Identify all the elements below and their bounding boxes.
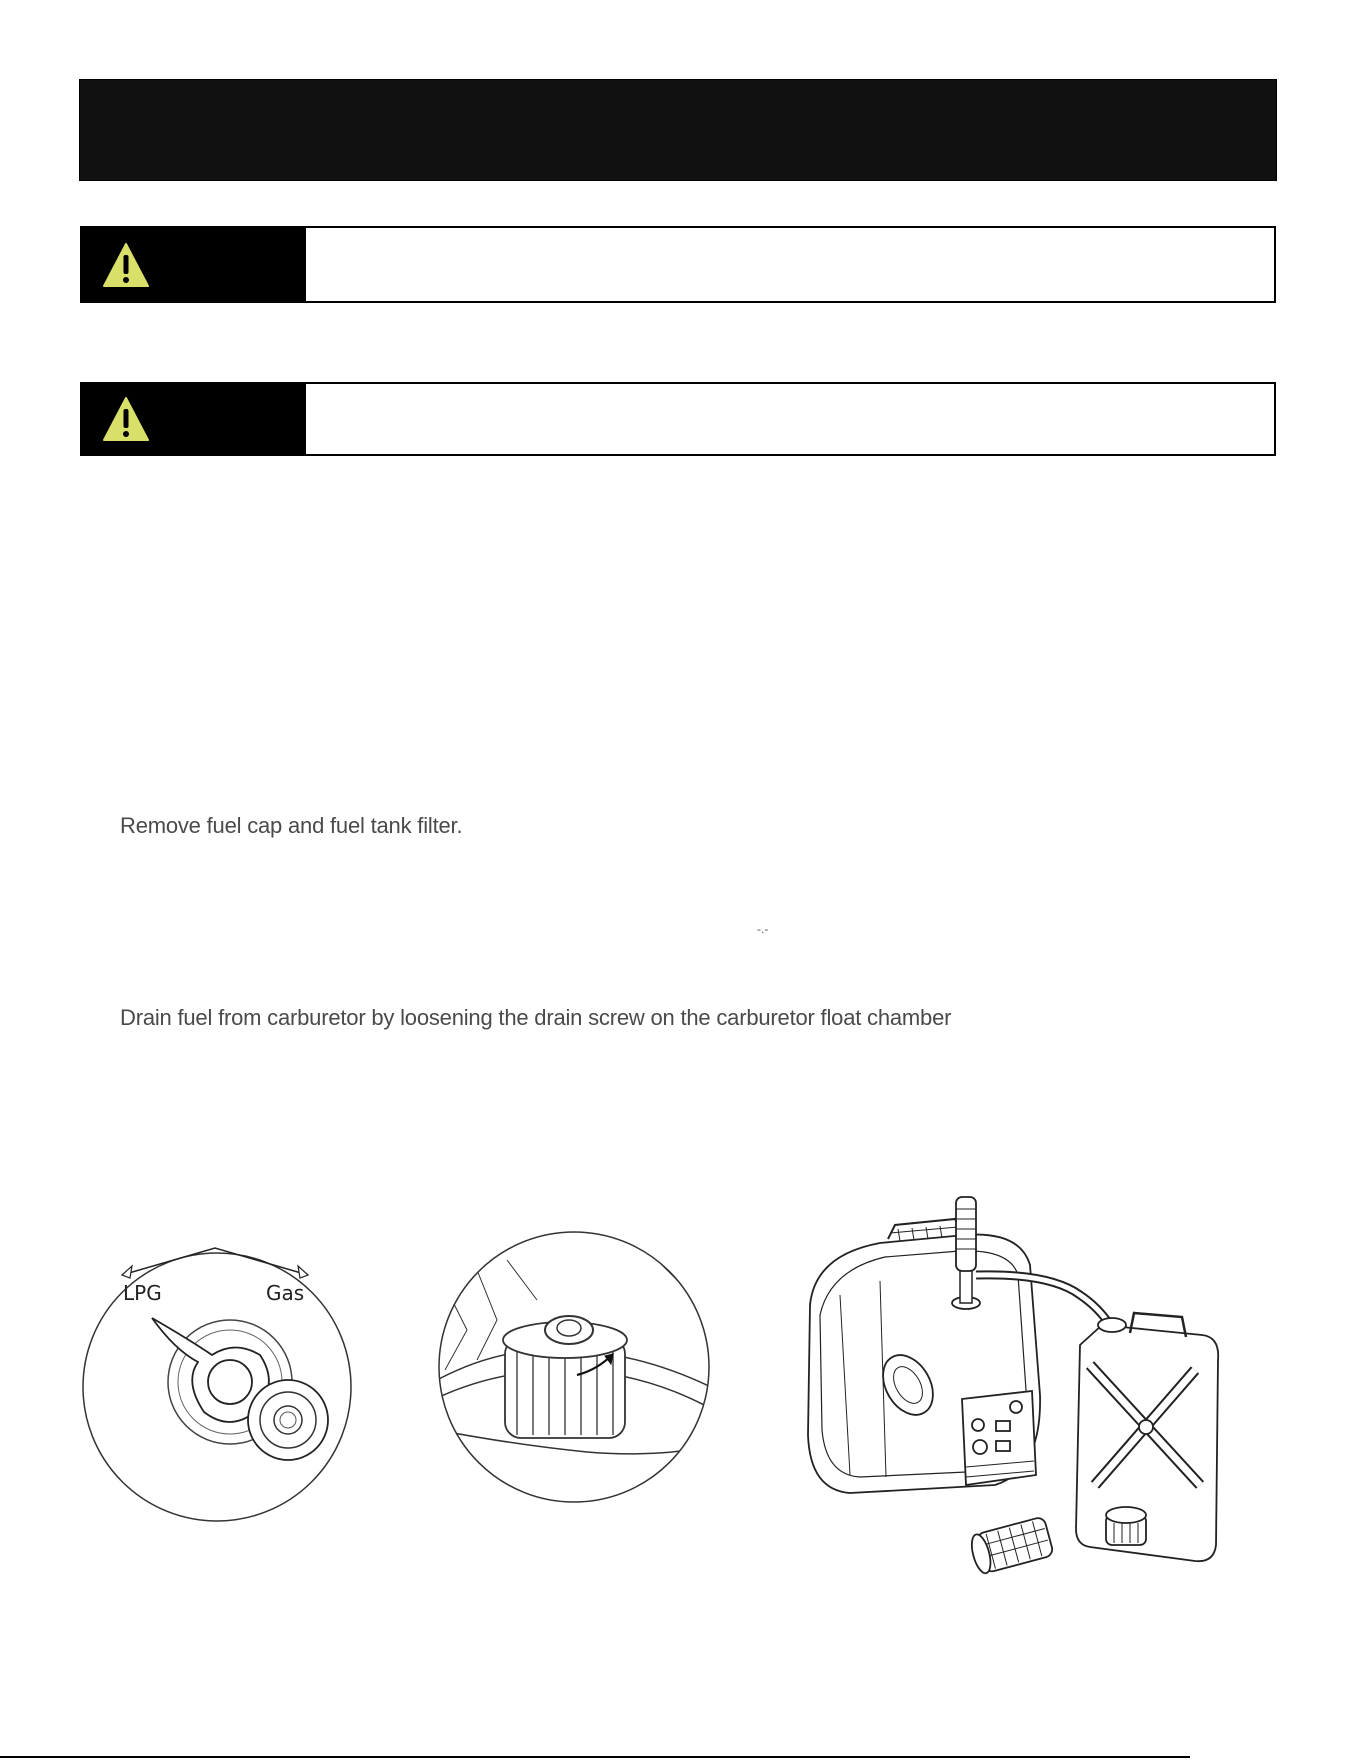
warning-box-1 [80, 226, 1276, 303]
lpg-label: LPG [123, 1281, 162, 1305]
bottom-rule [0, 1756, 1190, 1758]
fuel-cap-figure [437, 1230, 712, 1505]
section-header-bar [80, 80, 1276, 180]
gas-label: Gas [266, 1281, 305, 1305]
warning-triangle-icon [102, 242, 150, 288]
instruction-drain-carburetor: Drain fuel from carburetor by loosening the drain screw on the carburetor float chamber [120, 1005, 952, 1030]
instruction-remove-cap: Remove fuel cap and fuel tank filter. [120, 813, 463, 838]
warning-tag [82, 384, 306, 454]
warning-box-2 [80, 382, 1276, 456]
warning-triangle-icon [102, 396, 150, 442]
generator-drain-figure [790, 1185, 1235, 1595]
warning-tag [82, 228, 306, 301]
fuel-selector-figure [80, 1150, 355, 1530]
stray-mark: -.- [757, 922, 769, 936]
